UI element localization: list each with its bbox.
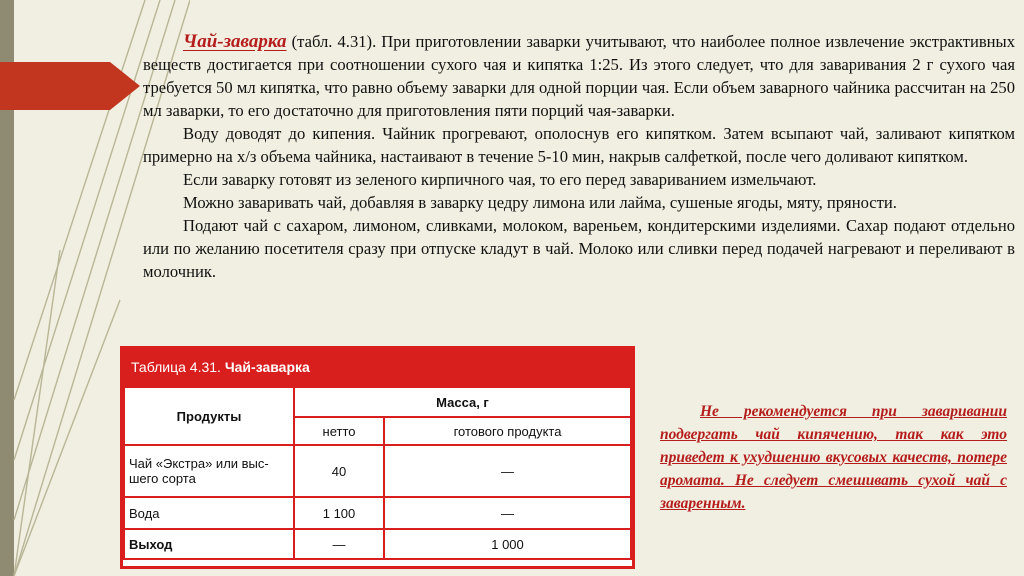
paragraph-5: Подают чай с сахаром, лимоном, сливками, молоком, вареньем, кондитерскими изделиями. Сахар подают отдельно или по желанию посетителя сразу при отпуске кладут в чай. Молоко или сливки перед подачей нагревают и переливают в молочник. [143, 216, 1015, 281]
header-products: Продукты [124, 387, 294, 445]
row-net: 40 [294, 445, 384, 497]
row-ready: — [384, 497, 631, 529]
row-net: 1 100 [294, 497, 384, 529]
table-row [124, 445, 631, 497]
title-word: Чай-заварка [183, 31, 287, 52]
table-caption-prefix: Таблица 4.31. [131, 359, 221, 375]
row-product: Чай «Экстра» или выс-шего сорта [124, 445, 294, 497]
row-ready: 1 000 [384, 529, 631, 559]
table-caption-title: Чай-заварка [224, 359, 310, 375]
paragraph-2: Воду доводят до кипения. Чайник прогревают, ополоснув его кипятком. Затем всыпают чай, заливают кипятком примерно на х/з объема чайника, настаивают в течение 5-10 мин, накрыв салфеткой, после чего доливают кипятком. [143, 124, 1015, 166]
row-product: Вода [124, 497, 294, 529]
header-ready: готового продукта [384, 417, 631, 445]
header-net: нетто [294, 417, 384, 445]
header-mass: Масса, г [294, 387, 631, 417]
paragraph-intro [143, 30, 1015, 122]
warning-note: Не рекомендуется при заваривании подвергать чай кипячению, так как это приведет к ухудшению вкусовых качеств, потере аромата. Не следует смешивать сухой чай с заваренным. [660, 403, 1007, 512]
paragraph-4: Можно заваривать чай, добавляя в заварку цедру лимона или лайма, сушеные ягоды, мяту, пряности. [183, 193, 897, 212]
paragraph-3: Если заварку готовят из зеленого кирпичного чая, то его перед завариванием измельчают. [183, 170, 817, 189]
row-product: Выход [124, 529, 294, 559]
paragraph-1-text: (табл. 4.31). При приготовлении заварки учитывают, что наиболее полное извлечение экстрактивных веществ достигается при соотношении сухого чая и кипятка 1:25. Из этого следует, что для заваривания 2 г сухого чая требуется 50 мл кипятка, что равно объему заварки для одной порции чая. Если объем заварного чайника рассчитан на 250 мл заварки, то его достаточно для приготовления пяти порций чая-заварки. [143, 32, 1015, 120]
row-ready: — [384, 445, 631, 497]
main-text [143, 30, 1015, 283]
table-caption [123, 349, 632, 386]
recipe-table [120, 346, 635, 569]
red-arrow-decoration [0, 62, 140, 110]
table-row [124, 529, 631, 559]
table-row [124, 497, 631, 529]
row-net: — [294, 529, 384, 559]
recipe-table-grid [123, 386, 632, 560]
